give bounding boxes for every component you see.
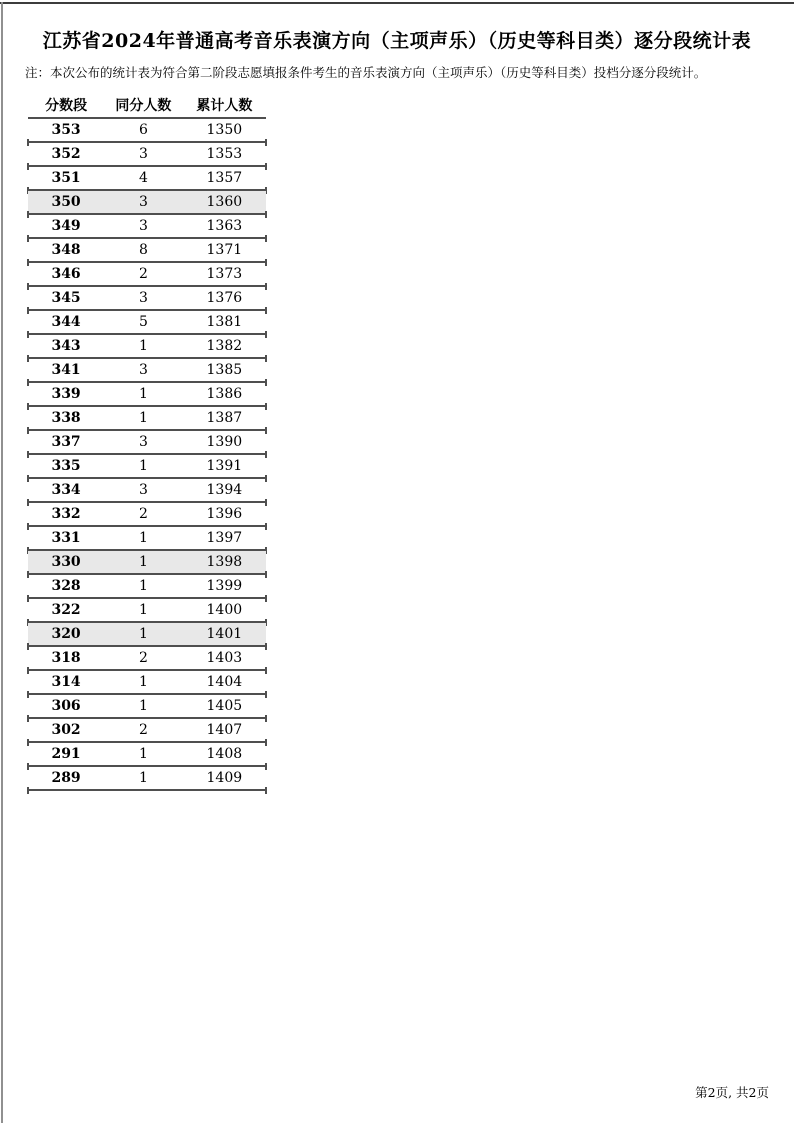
score-cell: 328 (51, 578, 81, 594)
table-row (28, 407, 266, 431)
table-row (28, 191, 266, 215)
table-row (28, 527, 266, 551)
score-cell: 349 (51, 218, 81, 234)
cumulative-cell: 1371 (206, 242, 243, 258)
table-row (28, 767, 266, 791)
count-cell: 2 (138, 266, 148, 282)
score-cell: 341 (51, 362, 81, 378)
score-cell: 350 (51, 194, 81, 210)
cumulative-cell: 1398 (206, 554, 243, 570)
table-row (28, 479, 266, 503)
table-row (28, 215, 266, 239)
score-cell: 334 (51, 482, 81, 498)
cumulative-cell: 1396 (206, 506, 243, 522)
table-row (28, 647, 266, 671)
count-cell: 1 (138, 674, 148, 690)
table-body (28, 119, 266, 791)
header-same-score-count: 同分人数 (115, 98, 172, 114)
cumulative-cell: 1394 (206, 482, 243, 498)
table-row (28, 383, 266, 407)
count-cell: 3 (138, 218, 148, 234)
count-cell: 1 (138, 602, 148, 618)
cumulative-cell: 1390 (206, 434, 243, 450)
cumulative-cell: 1400 (206, 602, 243, 618)
score-cell: 332 (51, 506, 81, 522)
count-cell: 3 (138, 290, 148, 306)
page-left-border (1, 2, 3, 1123)
cumulative-cell: 1399 (206, 578, 243, 594)
table-row (28, 263, 266, 287)
cumulative-cell: 1360 (206, 194, 243, 210)
note-text: 注：本次公布的统计表为符合第二阶段志愿填报条件考生的音乐表演方向（主项声乐）（历史等科目类）投档分逐分段统计。 (25, 65, 707, 80)
header-cumulative-count: 累计人数 (196, 98, 253, 114)
cumulative-cell: 1408 (206, 746, 243, 762)
cumulative-cell: 1407 (206, 722, 243, 738)
score-cell: 337 (51, 434, 81, 450)
score-cell: 335 (51, 458, 81, 474)
cumulative-cell: 1373 (206, 266, 243, 282)
page-top-border (0, 2, 794, 4)
score-cell: 346 (51, 266, 81, 282)
cumulative-cell: 1387 (206, 410, 243, 426)
cumulative-cell: 1353 (206, 146, 243, 162)
score-cell: 302 (51, 722, 81, 738)
count-cell: 1 (138, 578, 148, 594)
score-cell: 306 (51, 698, 81, 714)
cumulative-cell: 1397 (206, 530, 243, 546)
table-row (28, 599, 266, 623)
score-cell: 320 (51, 626, 81, 642)
count-cell: 4 (138, 170, 148, 186)
count-cell: 3 (138, 194, 148, 210)
cumulative-cell: 1381 (206, 314, 243, 330)
count-cell: 1 (138, 410, 148, 426)
page-number: 第2页, 共2页 (695, 1085, 769, 1100)
table-row (28, 239, 266, 263)
count-cell: 2 (138, 506, 148, 522)
table-row (28, 311, 266, 335)
table-row (28, 719, 266, 743)
score-cell: 322 (51, 602, 81, 618)
table-row (28, 695, 266, 719)
count-cell: 6 (138, 122, 148, 138)
score-cell: 339 (51, 386, 81, 402)
table-row (28, 671, 266, 695)
score-cell: 344 (51, 314, 81, 330)
table-row (28, 623, 266, 647)
cumulative-cell: 1382 (206, 338, 243, 354)
table-row (28, 503, 266, 527)
count-cell: 8 (138, 242, 148, 258)
table-row (28, 335, 266, 359)
count-cell: 1 (138, 626, 148, 642)
score-cell: 352 (51, 146, 81, 162)
count-cell: 1 (138, 386, 148, 402)
score-distribution-table (28, 92, 266, 791)
cumulative-cell: 1405 (206, 698, 243, 714)
cumulative-cell: 1357 (206, 170, 243, 186)
cumulative-cell: 1363 (206, 218, 243, 234)
table-row (28, 455, 266, 479)
score-cell: 345 (51, 290, 81, 306)
table-row (28, 431, 266, 455)
count-cell: 1 (138, 530, 148, 546)
score-cell: 338 (51, 410, 81, 426)
count-cell: 3 (138, 146, 148, 162)
count-cell: 3 (138, 434, 148, 450)
header-score-band: 分数段 (45, 98, 88, 114)
cumulative-cell: 1403 (206, 650, 243, 666)
cumulative-cell: 1385 (206, 362, 243, 378)
score-cell: 348 (51, 242, 81, 258)
table-row (28, 575, 266, 599)
cumulative-cell: 1391 (206, 458, 243, 474)
score-cell: 330 (51, 554, 81, 570)
table-row (28, 287, 266, 311)
cumulative-cell: 1404 (206, 674, 243, 690)
score-cell: 331 (51, 530, 81, 546)
count-cell: 1 (138, 770, 148, 786)
score-cell: 291 (51, 746, 81, 762)
cumulative-cell: 1386 (206, 386, 243, 402)
count-cell: 3 (138, 482, 148, 498)
cumulative-cell: 1409 (206, 770, 243, 786)
count-cell: 2 (138, 722, 148, 738)
score-cell: 314 (51, 674, 81, 690)
page-title: 江苏省2024年普通高考音乐表演方向（主项声乐）（历史等科目类）逐分段统计表 (42, 30, 752, 52)
count-cell: 1 (138, 746, 148, 762)
cumulative-cell: 1401 (206, 626, 243, 642)
count-cell: 1 (138, 338, 148, 354)
score-cell: 289 (51, 770, 81, 786)
count-cell: 5 (138, 314, 148, 330)
count-cell: 1 (138, 554, 148, 570)
table-row (28, 743, 266, 767)
count-cell: 2 (138, 650, 148, 666)
table-row (28, 167, 266, 191)
score-cell: 343 (51, 338, 81, 354)
table-header-row (28, 92, 266, 119)
table-row (28, 143, 266, 167)
table-row (28, 551, 266, 575)
table-row (28, 359, 266, 383)
cumulative-cell: 1350 (206, 122, 243, 138)
cumulative-cell: 1376 (206, 290, 243, 306)
score-cell: 351 (51, 170, 81, 186)
count-cell: 1 (138, 458, 148, 474)
score-cell: 353 (51, 122, 81, 138)
count-cell: 1 (138, 698, 148, 714)
count-cell: 3 (138, 362, 148, 378)
score-cell: 318 (51, 650, 81, 666)
table-row (28, 119, 266, 143)
